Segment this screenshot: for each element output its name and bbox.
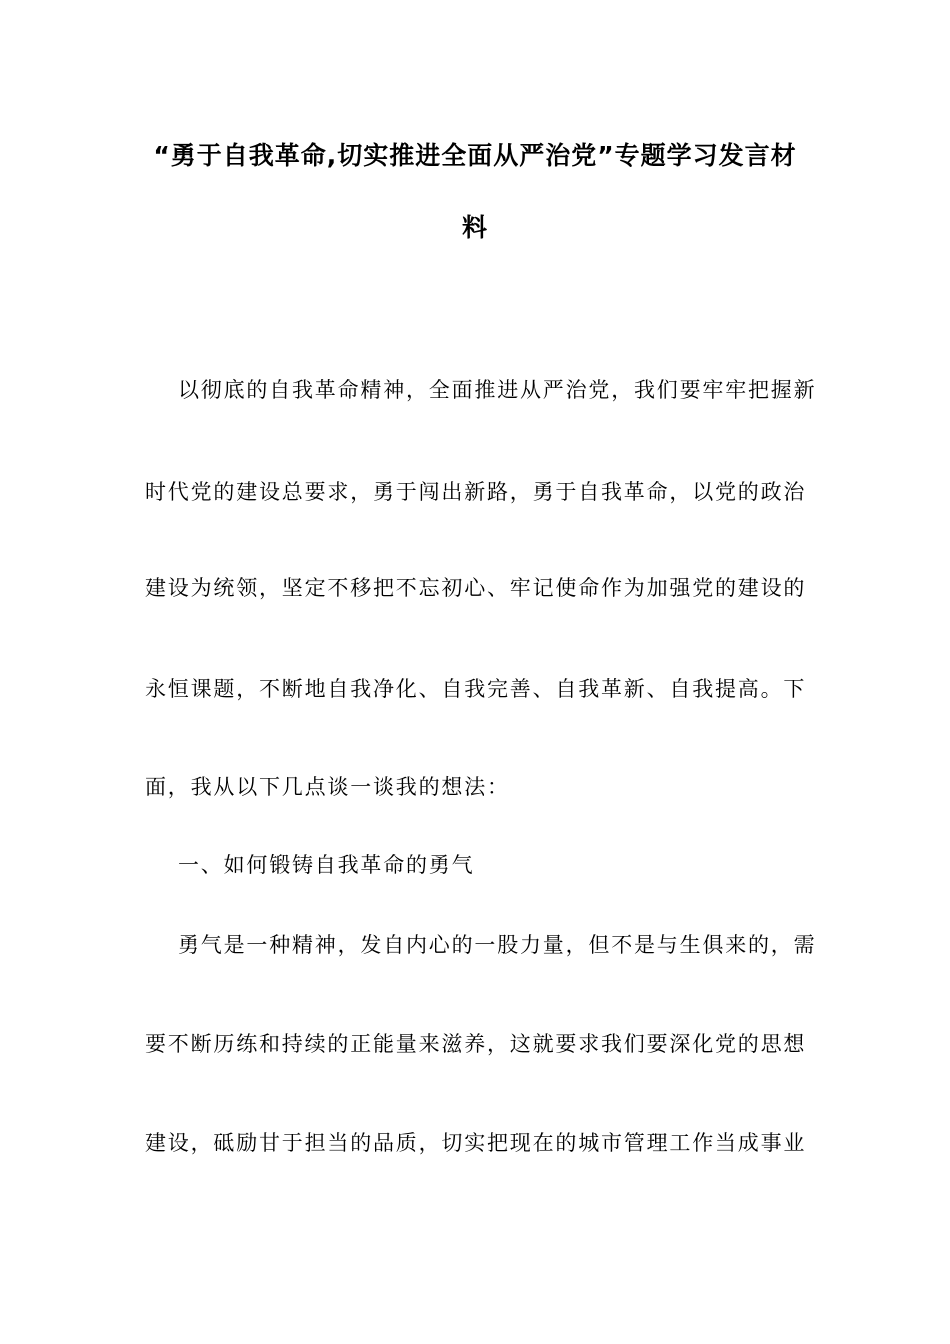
body-line: 永恒课题，不断地自我净化、自我完善、自我革新、自我提高。下 [145, 677, 807, 701]
body-line: 时代党的建设总要求，勇于闯出新路，勇于自我革命，以党的政治 [145, 480, 807, 504]
body-line: 建设，砥励甘于担当的品质，切实把现在的城市管理工作当成事业 [145, 1131, 807, 1155]
body-line: 勇气是一种精神，发自内心的一股力量，但不是与生俱来的，需 [178, 933, 817, 957]
document-title-line-2: 料 [461, 213, 488, 242]
body-line: 以彻底的自我革命精神，全面推进从严治党，我们要牢牢把握新 [178, 378, 817, 402]
body-line: 建设为统领，坚定不移把不忘初心、牢记使命作为加强党的建设的 [145, 576, 807, 600]
document-title-line-1: “勇于自我革命,切实推进全面从严治党”专题学习发言材 [153, 141, 797, 170]
body-line: 要不断历练和持续的正能量来滋养，这就要求我们要深化党的思想 [145, 1032, 807, 1056]
section-heading: 一、如何锻铸自我革命的勇气 [178, 853, 475, 877]
body-line: 面，我从以下几点谈一谈我的想法： [145, 775, 510, 799]
